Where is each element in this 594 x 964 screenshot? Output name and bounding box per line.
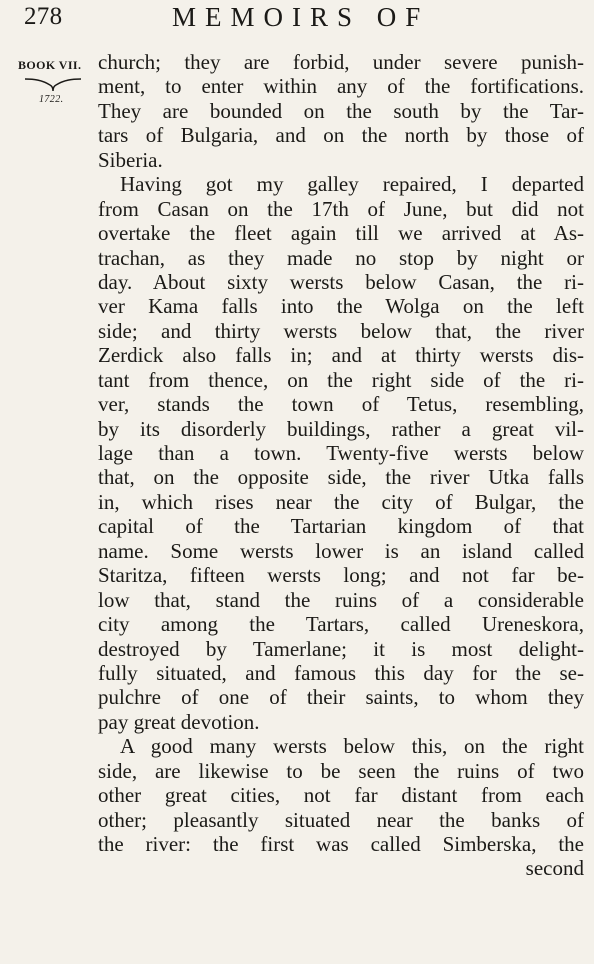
text-line: capital of the Tartarian kingdom of that xyxy=(98,514,584,539)
margin-year: 1722. xyxy=(39,94,64,105)
running-head: MEMOIRS OF xyxy=(172,2,430,32)
text-line: side; and thirty wersts below that, the river xyxy=(98,318,584,343)
body-text xyxy=(98,50,584,881)
text-line: by its disorderly buildings, rather a great vil- xyxy=(98,416,584,441)
text-line: tant from thence, on the right side of the ri- xyxy=(98,367,584,392)
text-line: They are bounded on the south by the Tar- xyxy=(98,98,584,123)
text-line: fully situated, and famous this day for the se- xyxy=(98,660,584,685)
text-line: the river: the first was called Simberska, the xyxy=(98,832,584,856)
text-line: side, are likewise to be seen the ruins of two xyxy=(98,758,584,783)
text-line: low that, stand the ruins of a considerable xyxy=(98,587,584,612)
text-line: ver, stands the town of Tetus, resembling, xyxy=(98,392,584,417)
margin-book-label: BOOK VII. xyxy=(18,58,82,72)
text-line: ment, to enter within any of the fortifications. xyxy=(98,74,584,99)
text-line: that, on the opposite side, the river Utka falls xyxy=(98,465,584,490)
text-line: overtake the fleet again till we arrived at As- xyxy=(98,221,584,246)
text-line: Zerdick also falls in; and at thirty wersts dis- xyxy=(98,343,584,368)
text-line: ver Kama falls into the Wolga on the left xyxy=(98,294,584,319)
text-line: Staritza, fifteen wersts long; and not far be- xyxy=(98,563,584,588)
text-line: tars of Bulgaria, and on the north by those of xyxy=(98,123,584,148)
text-line: day. About sixty wersts below Casan, the ri- xyxy=(98,269,584,294)
text-line: Having got my galley repaired, I departed xyxy=(120,172,584,197)
catchword: second xyxy=(525,856,584,881)
text-line: other; pleasantly situated near the banks of xyxy=(98,807,584,832)
text-line: city among the Tartars, called Ureneskora, xyxy=(98,612,584,637)
text-line: in, which rises near the city of Bulgar, the xyxy=(98,489,584,514)
text-line: trachan, as they made no stop by night or xyxy=(98,245,584,270)
text-line: from Casan on the 17th of June, but did not xyxy=(98,196,584,221)
text-line: name. Some wersts lower is an island called xyxy=(98,538,584,563)
text-line: Siberia. xyxy=(98,147,163,172)
text-line: pay great devotion. xyxy=(98,709,260,734)
text-line: church; they are forbid, under severe punish- xyxy=(98,50,584,74)
page-number: 278 xyxy=(24,3,63,30)
text-line: lage than a town. Twenty-five wersts below xyxy=(98,441,584,465)
text-line: destroyed by Tamerlane; it is most delight- xyxy=(98,636,584,661)
margin-brace-icon xyxy=(24,76,82,92)
text-line: pulchre of one of their saints, to whom they xyxy=(98,685,584,710)
text-line: A good many wersts below this, on the right xyxy=(120,734,584,759)
text-line: other great cities, not far distant from each xyxy=(98,783,584,808)
